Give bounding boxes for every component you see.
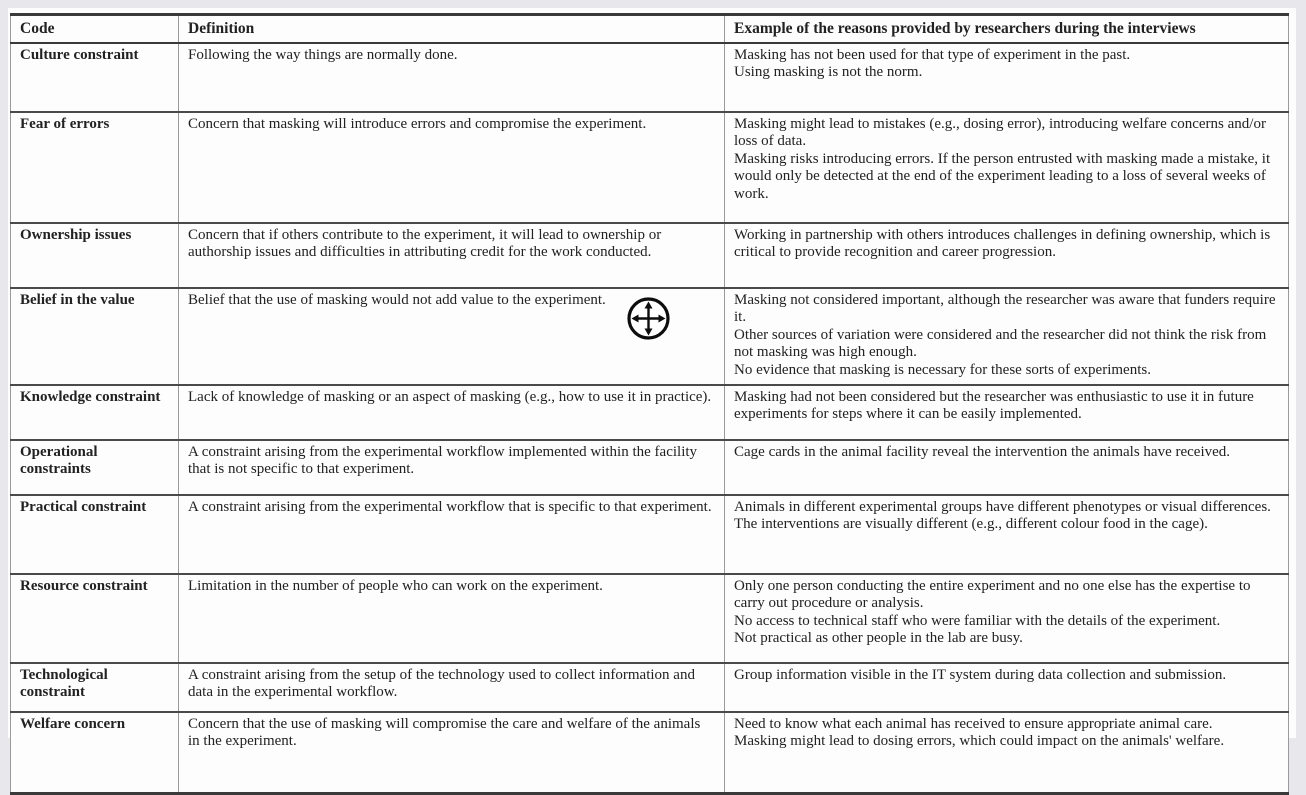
definition-cell: Following the way things are normally done.: [179, 43, 725, 112]
table-row: [11, 385, 1289, 440]
definition-cell: Concern that masking will introduce errors and compromise the experiment.: [179, 112, 725, 223]
example-reason: Group information visible in the IT system during data collection and submission.: [734, 666, 1227, 683]
example-reason: Need to know what each animal has received to ensure appropriate animal care.: [734, 715, 1213, 732]
table-row: [11, 43, 1289, 112]
example-reason: Using masking is not the norm.: [734, 64, 923, 81]
definition-cell: A constraint arising from the experimental workflow that is specific to that experiment.: [179, 495, 725, 574]
example-reason: Animals in different experimental groups have different phenotypes or visual differences.: [734, 498, 1271, 515]
definition-cell: Concern that if others contribute to the experiment, it will lead to ownership or authorship issues and difficulties in attributing credit for the work conducted.: [179, 223, 725, 288]
example-reason: The interventions are visually different (e.g., different colour food in the cage).: [734, 516, 1208, 533]
code-cell: Resource constraint: [11, 574, 179, 663]
code-cell: Technological constraint: [11, 663, 179, 712]
definition-cell: Belief that the use of masking would not add value to the experiment.: [179, 288, 725, 385]
example-reason: Masking has not been used for that type of experiment in the past.: [734, 46, 1131, 63]
example-reason: Masking not considered important, although the researcher was aware that funders require it.: [734, 291, 1276, 326]
example-reason: No evidence that masking is necessary for these sorts of experiments.: [734, 361, 1151, 378]
examples-cell: [725, 495, 1289, 574]
example-reason: Working in partnership with others introduces challenges in defining ownership, which is critical to provide recognition and career progression.: [734, 226, 1271, 261]
example-reason: Masking might lead to dosing errors, which could impact on the animals' welfare.: [734, 733, 1225, 750]
definition-cell: A constraint arising from the setup of the technology used to collect information and data in the experimental workflow.: [179, 663, 725, 712]
column-header-definition: Definition: [179, 15, 725, 43]
table-row: [11, 495, 1289, 574]
examples-cell: [725, 288, 1289, 385]
table-row: [11, 112, 1289, 223]
column-header-code: Code: [11, 15, 179, 43]
code-cell: Knowledge constraint: [11, 385, 179, 440]
example-reason: No access to technical staff who were familiar with the details of the experiment.: [734, 612, 1221, 629]
code-cell: Ownership issues: [11, 223, 179, 288]
codes-definitions-table: [10, 13, 1289, 795]
code-cell: Operational constraints: [11, 440, 179, 495]
table-row: [11, 288, 1289, 385]
table-row: [11, 663, 1289, 712]
table-row: [11, 574, 1289, 663]
document-page: [8, 8, 1296, 750]
examples-cell: [725, 112, 1289, 223]
example-reason: Masking had not been considered but the researcher was enthusiastic to use it in future experiments for steps where it can be easily implemented.: [734, 388, 1254, 423]
examples-cell: [725, 574, 1289, 663]
examples-cell: [725, 223, 1289, 288]
example-reason: Only one person conducting the entire experiment and no one else has the expertise to carry out procedure or analysis.: [734, 577, 1251, 612]
code-cell: Fear of errors: [11, 112, 179, 223]
example-reason: Cage cards in the animal facility reveal the intervention the animals have received.: [734, 443, 1231, 460]
table-row: [11, 712, 1289, 794]
examples-cell: [725, 663, 1289, 712]
table-row: [11, 440, 1289, 495]
example-reason: Masking might lead to mistakes (e.g., dosing error), introducing welfare concerns and/or loss of data.: [734, 115, 1266, 150]
example-reason: Masking risks introducing errors. If the person entrusted with masking made a mistake, it would only be detected at the end of the experiment leading to a loss of several weeks of work.: [734, 150, 1271, 202]
examples-cell: [725, 385, 1289, 440]
definition-cell: Lack of knowledge of masking or an aspect of masking (e.g., how to use it in practice).: [179, 385, 725, 440]
code-cell: Belief in the value: [11, 288, 179, 385]
code-cell: Practical constraint: [11, 495, 179, 574]
examples-cell: [725, 440, 1289, 495]
definition-cell: Concern that the use of masking will compromise the care and welfare of the animals in the experiment.: [179, 712, 725, 794]
examples-cell: [725, 712, 1289, 794]
examples-cell: [725, 43, 1289, 112]
definition-cell: Limitation in the number of people who can work on the experiment.: [179, 574, 725, 663]
table-row: [11, 223, 1289, 288]
example-reason: Other sources of variation were considered and the researcher did not think the risk from not masking was high enough.: [734, 326, 1267, 361]
code-cell: Welfare concern: [11, 712, 179, 794]
definition-cell: A constraint arising from the experimental workflow implemented within the facility that is not specific to that experiment.: [179, 440, 725, 495]
example-reason: Not practical as other people in the lab are busy.: [734, 630, 1023, 647]
table-header-row: [11, 15, 1289, 43]
column-header-example: Example of the reasons provided by researchers during the interviews: [725, 15, 1289, 43]
code-cell: Culture constraint: [11, 43, 179, 112]
